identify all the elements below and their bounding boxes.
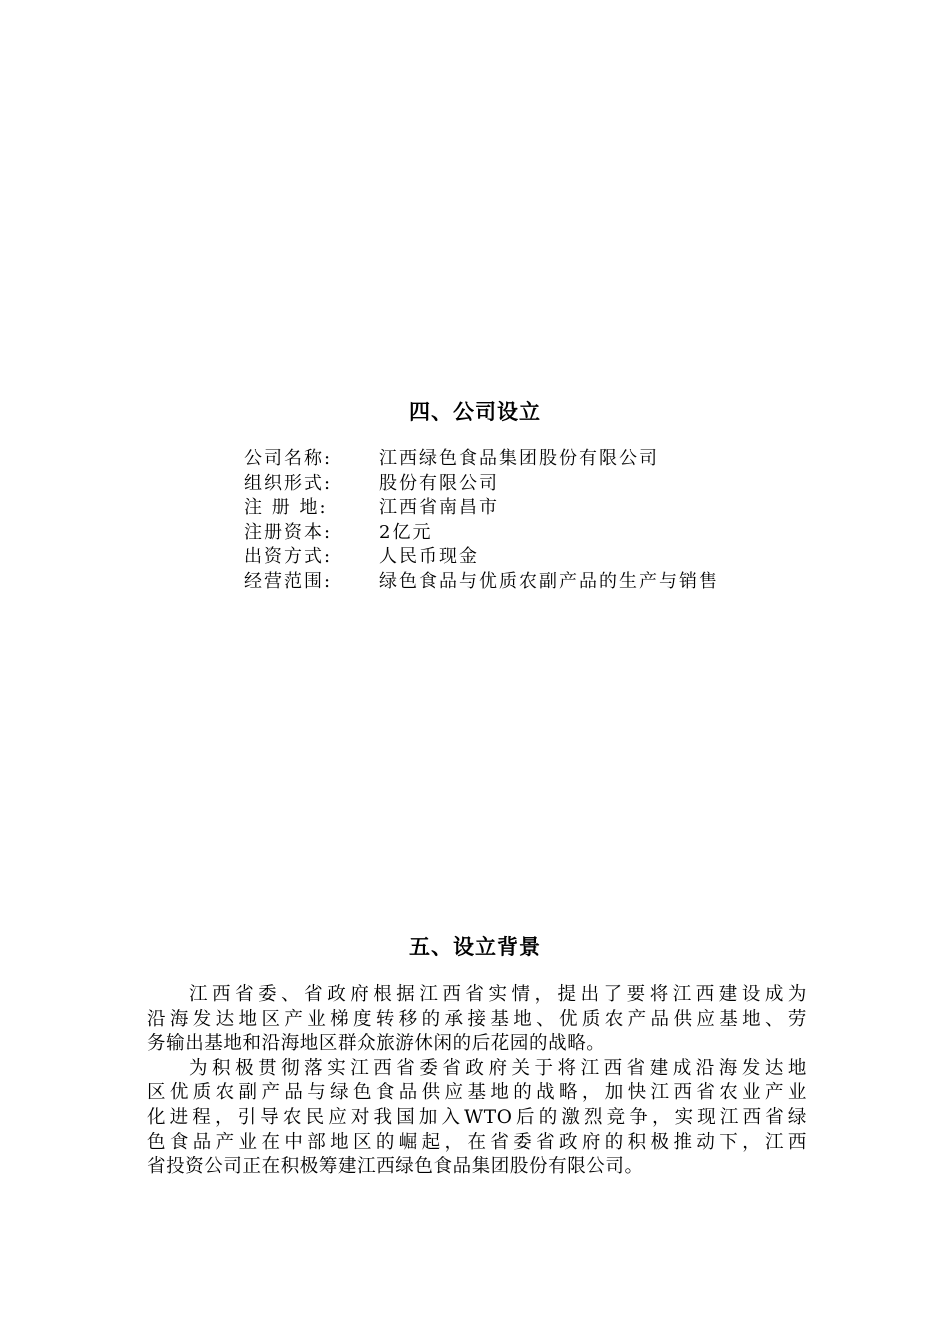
- paragraph-line: 区优质农副产品与绿色食品供应基地的战略，加快江西省农业产业: [147, 1082, 807, 1104]
- info-value: 江西省南昌市: [379, 497, 499, 518]
- info-label: 经营范围:: [244, 570, 333, 592]
- section-title-company-establishment: 四、公司设立: [409, 400, 541, 424]
- paragraph-line: 务输出基地和沿海地区群众旅游休闲的后花园的战略。: [147, 1033, 606, 1055]
- paragraph-line: 为积极贯彻落实江西省委省政府关于将江西省建成沿海发达地: [189, 1057, 807, 1079]
- background-paragraph-1: [147, 983, 807, 1057]
- info-label: 公司名称:: [244, 448, 333, 469]
- info-value: 江西绿色食品集团股份有限公司: [379, 448, 659, 469]
- paragraph-line: 沿海发达地区产业梯度转移的承接基地、优质农产品供应基地、劳: [147, 1008, 807, 1030]
- info-row-registered-capital: [244, 521, 719, 546]
- background-paragraph-2: [147, 1057, 807, 1180]
- info-label: 组织形式:: [244, 472, 333, 494]
- info-label: 注册资本:: [244, 521, 333, 543]
- info-label: 注 册 地:: [244, 497, 328, 518]
- background-body: [147, 983, 807, 1180]
- info-value: 股份有限公司: [379, 472, 499, 494]
- info-value: 人民币现金: [379, 546, 479, 567]
- section-title-background: 五、设立背景: [409, 935, 541, 959]
- paragraph-line: 省投资公司正在积极筹建江西绿色食品集团股份有限公司。: [147, 1156, 644, 1178]
- info-row-registered-address: [244, 496, 719, 521]
- info-row-company-name: [244, 447, 719, 472]
- company-info-table: [244, 447, 719, 594]
- info-value: 2亿元: [379, 521, 433, 543]
- info-row-business-scope: [244, 570, 719, 595]
- info-row-organization-form: [244, 472, 719, 497]
- paragraph-line: 江西省委、省政府根据江西省实情，提出了要将江西建设成为: [189, 984, 807, 1005]
- paragraph-line: 化进程，引导农民应对我国加入WTO后的激烈竞争，实现江西省绿: [147, 1106, 807, 1128]
- paragraph-line: 色食品产业在中部地区的崛起，在省委省政府的积极推动下，江西: [147, 1131, 807, 1153]
- info-value: 绿色食品与优质农副产品的生产与销售: [379, 570, 719, 592]
- info-row-contribution-method: [244, 545, 719, 570]
- info-label: 出资方式:: [244, 546, 333, 567]
